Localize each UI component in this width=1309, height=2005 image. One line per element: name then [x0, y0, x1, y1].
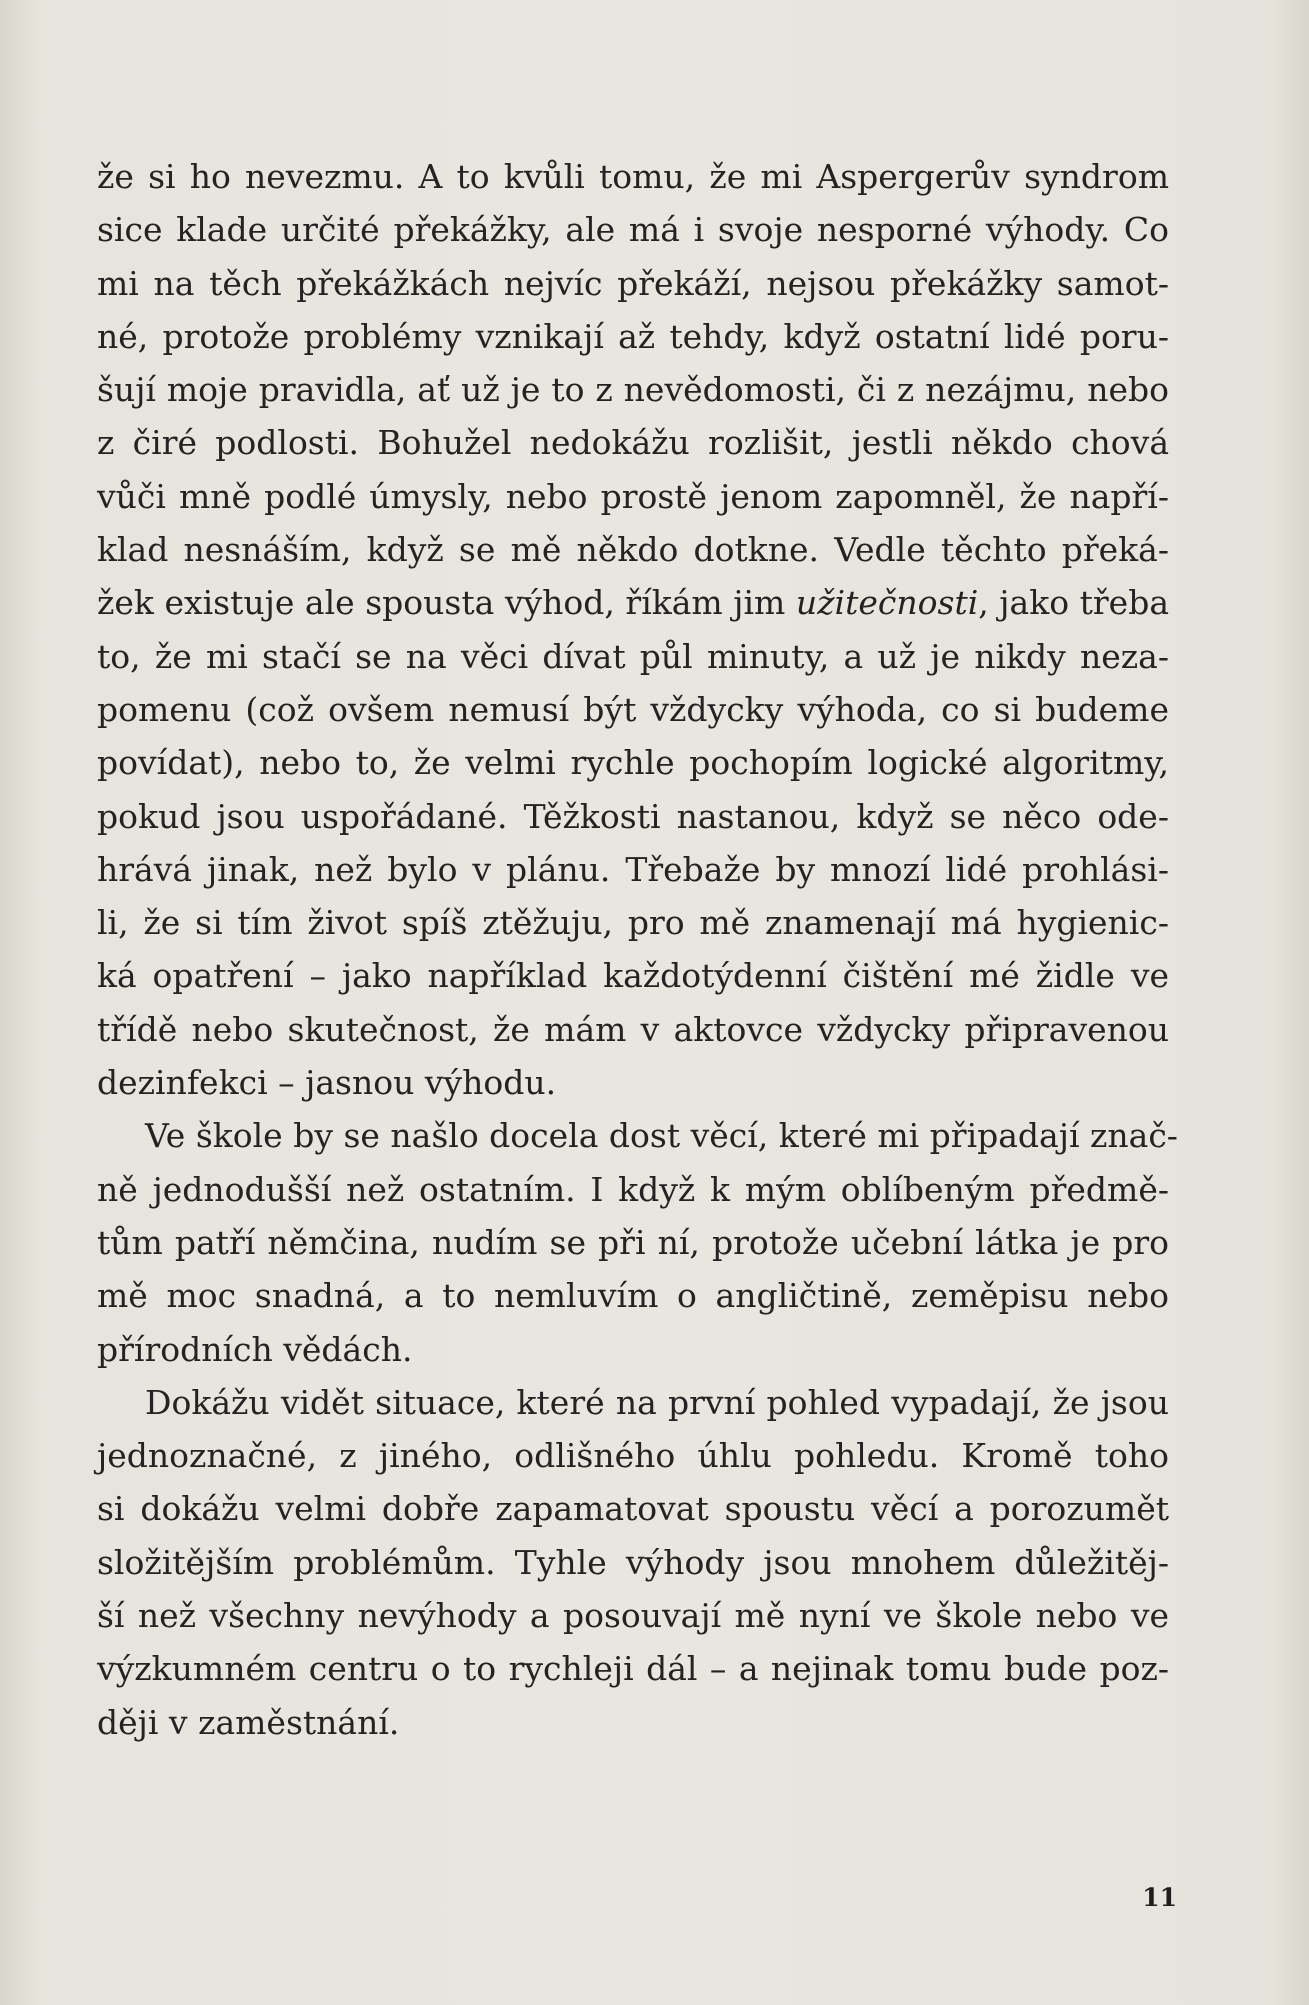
text-line: složitějším problémům. Tyhle výhody jsou mnohem důležitěj- — [97, 1542, 1169, 1582]
text-line: mi na těch překážkách nejvíc překáží, nejsou překážky samot- — [97, 263, 1169, 303]
text-line: ději v zaměstnání. — [97, 1702, 400, 1742]
body-text — [97, 150, 1178, 1749]
text-line: že si ho nevezmu. A to kvůli tomu, že mi Aspergerův syndrom — [97, 157, 1169, 196]
text-line: jednoznačné, z jiného, odlišného úhlu pohledu. Kromě toho — [97, 1436, 1169, 1476]
text-line: pokud jsou uspořádané. Těžkosti nastanou, když se něco ode- — [97, 796, 1169, 836]
text-segment: žek existuje ale spousta výhod, říkám jim — [97, 583, 796, 623]
text-line: to, že mi stačí se na věci dívat půl minuty, a už je nikdy neza- — [97, 636, 1169, 676]
text-line: povídat), nebo to, že velmi rychle pochopím logické algoritmy, — [97, 743, 1169, 783]
text-line: pomenu (což ovšem nemusí být vždycky výhoda, co si budeme — [97, 689, 1169, 729]
page-number: 11 — [1142, 1883, 1177, 1912]
text-line: sice klade určité překážky, ale má i svoje nesporné výhody. Co — [97, 210, 1169, 250]
text-line: Dokážu vidět situace, které na první pohled vypadají, že jsou — [145, 1382, 1169, 1422]
text-line: dezinfekci – jasnou výhodu. — [97, 1063, 557, 1103]
text-line: výzkumném centru o to rychleji dál – a nejinak tomu bude poz- — [97, 1649, 1169, 1689]
text-line: hrává jinak, než bylo v plánu. Třebaže by mnozí lidé prohlási- — [97, 849, 1169, 889]
text-line: li, že si tím život spíš ztěžuju, pro mě znamenají má hygienic- — [97, 903, 1169, 943]
text-line: né, protože problémy vznikají až tehdy, když ostatní lidé poru- — [97, 316, 1169, 356]
text-line: přírodních vědách. — [97, 1329, 413, 1369]
text-segment: , jako třeba — [978, 583, 1170, 623]
text-line: tům patří němčina, nudím se při ní, protože učební látka je pro — [97, 1222, 1169, 1262]
text-line: ší než všechny nevýhody a posouvají mě nyní ve škole nebo ve — [97, 1596, 1169, 1636]
text-line: ká opatření – jako například každotýdenní čištění mé židle ve — [97, 956, 1169, 996]
text-line: vůči mně podlé úmysly, nebo prostě jenom zapomněl, že napří- — [97, 476, 1169, 516]
text-line: mě moc snadná, a to nemluvím o angličtině, zeměpisu nebo — [97, 1276, 1169, 1316]
text-line: Ve škole by se našlo docela dost věcí, které mi připadají znač- — [145, 1116, 1178, 1156]
text-line — [97, 576, 1169, 629]
italic-term: užitečnosti — [795, 583, 979, 623]
text-line: si dokážu velmi dobře zapamatovat spoustu věcí a porozumět — [97, 1489, 1169, 1529]
text-line: šují moje pravidla, ať už je to z nevědomosti, či z nezájmu, nebo — [97, 370, 1169, 410]
text-line: třídě nebo skutečnost, že mám v aktovce vždycky připravenou — [97, 1009, 1169, 1049]
text-line: z čiré podlosti. Bohužel nedokážu rozlišit, jestli někdo chová — [97, 423, 1169, 463]
text-line: ně jednodušší než ostatním. I když k mým oblíbeným předmě- — [97, 1169, 1169, 1209]
text-line: klad nesnáším, když se mě někdo dotkne. Vedle těchto překá- — [97, 530, 1169, 570]
